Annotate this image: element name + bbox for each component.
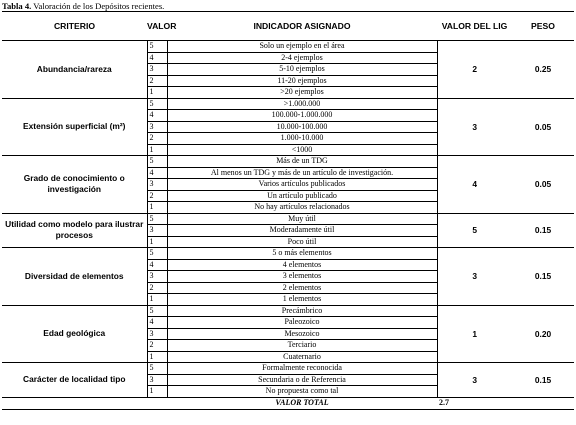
criterio-cell: Extensión superficial (m²) [2, 98, 147, 156]
valor-cell: 5 [147, 363, 167, 375]
indicador-cell: <1000 [167, 144, 437, 156]
table-row [2, 305, 574, 317]
valor-cell: 1 [147, 202, 167, 214]
valor-cell: 5 [147, 248, 167, 260]
valor-cell: 2 [147, 190, 167, 202]
header-criterio: CRITERIO [53, 21, 96, 31]
valor-lig-cell: 5 [437, 213, 512, 248]
header-valor: VALOR [147, 21, 177, 31]
valor-cell: 1 [147, 351, 167, 363]
indicador-cell: Poco útil [167, 236, 437, 248]
indicador-cell: No propuesta como tal [167, 386, 437, 398]
criterio-cell: Grado de conocimiento o investigación [2, 156, 147, 214]
indicador-cell: Muy útil [167, 213, 437, 225]
total-value: 2.7 [437, 397, 512, 409]
valor-cell: 2 [147, 133, 167, 145]
valor-cell: 2 [147, 340, 167, 352]
valor-cell: 4 [147, 167, 167, 179]
caption-text: Valoración de los Depósitos recientes. [31, 1, 165, 11]
valor-cell: 5 [147, 156, 167, 168]
total-spacer [2, 397, 147, 409]
indicador-cell: Varios artículos publicados [167, 179, 437, 191]
valor-cell: 1 [147, 294, 167, 306]
indicador-cell: 11-20 ejemplos [167, 75, 437, 87]
criterio-cell: Diversidad de elementos [2, 248, 147, 306]
indicador-cell: Moderadamente útil [167, 225, 437, 237]
valor-lig-cell: 4 [437, 156, 512, 214]
valor-cell: 1 [147, 386, 167, 398]
valor-cell: 5 [147, 41, 167, 53]
peso-cell: 0.15 [512, 363, 574, 398]
indicador-cell: Más de un TDG [167, 156, 437, 168]
indicador-cell: Un artículo publicado [167, 190, 437, 202]
valor-cell: 3 [147, 328, 167, 340]
valor-cell: 1 [147, 144, 167, 156]
peso-cell: 0.15 [512, 248, 574, 306]
valor-cell: 3 [147, 64, 167, 76]
criterio-cell: Carácter de localidad tipo [2, 363, 147, 398]
table-row [2, 363, 574, 375]
caption-prefix: Tabla 4. [2, 1, 32, 11]
indicador-cell: Solo un ejemplo en el área [167, 41, 437, 53]
valor-cell: 3 [147, 225, 167, 237]
criterio-cell: Abundancia/rareza [2, 41, 147, 99]
valor-lig-cell: 3 [437, 98, 512, 156]
indicador-cell: 1 elementos [167, 294, 437, 306]
indicador-cell: Secundaria o de Referencia [167, 374, 437, 386]
total-spacer [512, 397, 574, 409]
valor-cell: 5 [147, 305, 167, 317]
criterio-cell: Edad geológica [2, 305, 147, 363]
valor-cell: 3 [147, 374, 167, 386]
header-row [2, 12, 574, 41]
valor-cell: 4 [147, 259, 167, 271]
valor-lig-cell: 2 [437, 41, 512, 99]
table-body [2, 41, 574, 410]
peso-cell: 0.20 [512, 305, 574, 363]
peso-cell: 0.25 [512, 41, 574, 99]
valor-lig-cell: 1 [437, 305, 512, 363]
indicador-cell: 2-4 ejemplos [167, 52, 437, 64]
total-row [2, 397, 574, 409]
valor-lig-cell: 3 [437, 363, 512, 398]
valor-cell: 4 [147, 110, 167, 122]
indicador-cell: Precámbrico [167, 305, 437, 317]
table-row [2, 213, 574, 225]
table-row [2, 156, 574, 168]
valor-cell: 3 [147, 271, 167, 283]
indicador-cell: >1.000.000 [167, 98, 437, 110]
valor-cell: 5 [147, 213, 167, 225]
indicador-cell: 3 elementos [167, 271, 437, 283]
valor-lig-cell: 3 [437, 248, 512, 306]
peso-cell: 0.15 [512, 213, 574, 248]
indicador-cell: Mesozoico [167, 328, 437, 340]
indicador-cell: Cuaternario [167, 351, 437, 363]
valor-cell: 4 [147, 317, 167, 329]
header-peso: PESO [531, 21, 555, 31]
valor-cell: 4 [147, 52, 167, 64]
valor-cell: 1 [147, 236, 167, 248]
indicador-cell: Al menos un TDG y más de un artículo de investigación. [167, 167, 437, 179]
valor-cell: 3 [147, 179, 167, 191]
valoracion-table [2, 11, 574, 410]
peso-cell: 0.05 [512, 156, 574, 214]
indicador-cell: Formalmente reconocida [167, 363, 437, 375]
indicador-cell: 5-10 ejemplos [167, 64, 437, 76]
criterio-cell: Utilidad como modelo para ilustrar procesos [2, 213, 147, 248]
header-indicador: INDICADOR ASIGNADO [253, 21, 351, 31]
header-valor-lig: VALOR DEL LIG [441, 21, 508, 31]
table-row [2, 98, 574, 110]
indicador-cell: 100.000-1.000.000 [167, 110, 437, 122]
valor-cell: 3 [147, 121, 167, 133]
total-spacer [147, 397, 167, 409]
valor-cell: 1 [147, 87, 167, 99]
indicador-cell: 1.000-10.000 [167, 133, 437, 145]
valor-cell: 5 [147, 98, 167, 110]
total-label: VALOR TOTAL [167, 397, 437, 409]
indicador-cell: Paleozoico [167, 317, 437, 329]
peso-cell: 0.05 [512, 98, 574, 156]
indicador-cell: 5 o más elementos [167, 248, 437, 260]
valor-cell: 2 [147, 282, 167, 294]
table-row [2, 248, 574, 260]
indicador-cell: >20 ejemplos [167, 87, 437, 99]
indicador-cell: 10.000-100.000 [167, 121, 437, 133]
indicador-cell: No hay artículos relacionados [167, 202, 437, 214]
valor-cell: 2 [147, 75, 167, 87]
indicador-cell: 2 elementos [167, 282, 437, 294]
table-row [2, 41, 574, 53]
indicador-cell: 4 elementos [167, 259, 437, 271]
indicador-cell: Terciario [167, 340, 437, 352]
